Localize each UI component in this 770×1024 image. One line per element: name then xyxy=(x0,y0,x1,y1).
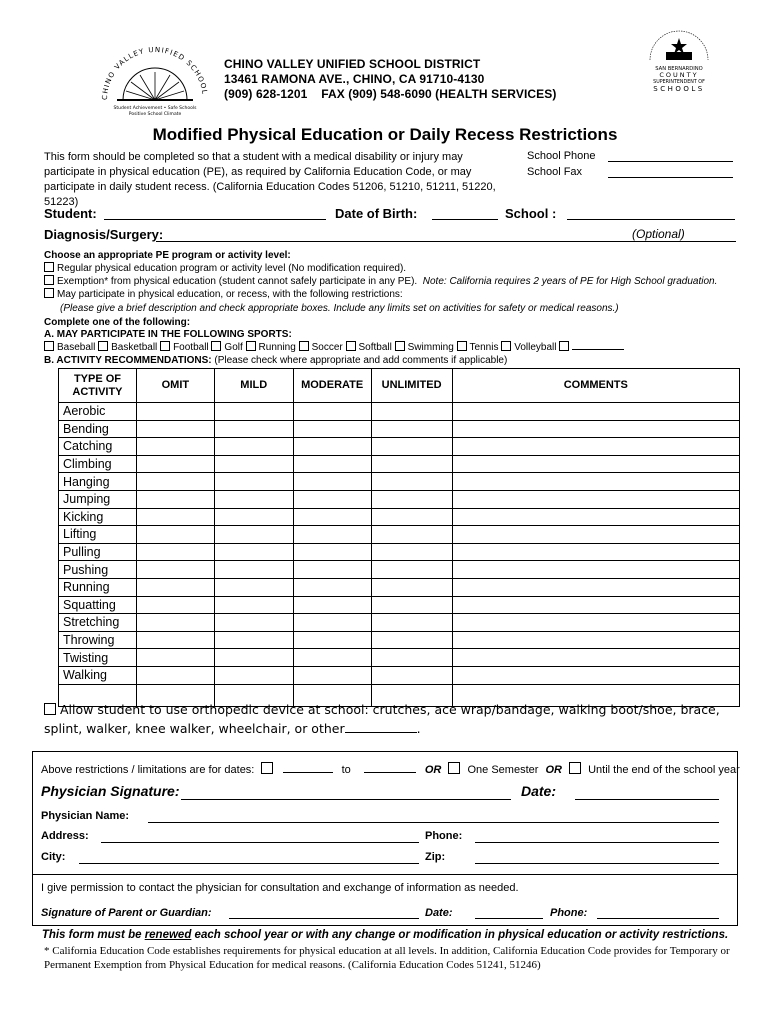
comments-cell[interactable] xyxy=(452,561,739,579)
district-logo xyxy=(95,42,215,120)
omit-cell[interactable] xyxy=(136,420,214,438)
omit-cell[interactable] xyxy=(136,666,214,684)
city-field[interactable] xyxy=(79,863,419,864)
unlimited-cell[interactable] xyxy=(371,455,452,473)
moderate-cell[interactable] xyxy=(293,614,371,632)
mild-cell[interactable] xyxy=(214,666,293,684)
checkbox[interactable] xyxy=(44,275,54,285)
option-exemption[interactable]: Exemption* from physical education (student cannot safely participate in any PE). Note: California requires 2 years of PE for High School graduation. xyxy=(44,275,717,288)
table-row xyxy=(59,649,740,667)
table-row xyxy=(59,420,740,438)
dob-field[interactable] xyxy=(432,219,498,220)
parent-date-label: Date: xyxy=(425,907,453,919)
comments-cell[interactable] xyxy=(452,596,739,614)
sport-golf[interactable]: Golf xyxy=(211,342,242,353)
unlimited-cell[interactable] xyxy=(371,649,452,667)
moderate-cell[interactable] xyxy=(293,596,371,614)
sport-softball[interactable]: Softball xyxy=(346,342,392,353)
checkbox[interactable] xyxy=(44,262,54,272)
activity-name: Stretching xyxy=(59,614,137,632)
unlimited-cell[interactable] xyxy=(371,420,452,438)
student-label: Student: xyxy=(44,206,97,221)
omit-cell[interactable] xyxy=(136,508,214,526)
parent-date-field[interactable] xyxy=(475,918,543,919)
permission-text: I give permission to contact the physician for consultation and exchange of information as needed. xyxy=(41,882,519,894)
comments-cell[interactable] xyxy=(452,420,739,438)
moderate-cell[interactable] xyxy=(293,438,371,456)
diagnosis-field[interactable] xyxy=(156,241,736,242)
physician-name-field[interactable] xyxy=(148,822,719,823)
omit-cell[interactable] xyxy=(136,455,214,473)
table-row xyxy=(59,543,740,561)
activity-name: Aerobic xyxy=(59,403,137,421)
activity-name: Walking xyxy=(59,666,137,684)
phone-label: Phone: xyxy=(425,830,463,842)
mild-cell[interactable] xyxy=(214,596,293,614)
county-logo xyxy=(640,30,718,100)
sport-other[interactable] xyxy=(559,342,624,353)
parent-signature-field[interactable] xyxy=(229,918,419,919)
svg-text:COUNTY: COUNTY xyxy=(659,71,699,79)
mild-cell[interactable] xyxy=(214,614,293,632)
comments-cell[interactable] xyxy=(452,403,739,421)
mild-cell[interactable] xyxy=(214,455,293,473)
moderate-cell[interactable] xyxy=(293,508,371,526)
activity-name: Throwing xyxy=(59,631,137,649)
activity-table xyxy=(58,368,740,707)
mild-cell[interactable] xyxy=(214,631,293,649)
school-fax-field[interactable] xyxy=(608,177,733,178)
phone-field[interactable] xyxy=(475,842,719,843)
comments-cell[interactable] xyxy=(452,473,739,491)
option-regular[interactable]: Regular physical education program or activity level (No modification required). xyxy=(44,262,406,275)
mild-cell[interactable] xyxy=(214,543,293,561)
comments-cell[interactable] xyxy=(452,614,739,632)
physician-box xyxy=(32,751,738,875)
col-type: TYPE OF ACTIVITY xyxy=(59,369,137,403)
comments-cell[interactable] xyxy=(452,526,739,544)
date-to-field[interactable] xyxy=(364,772,416,773)
complete-heading: Complete one of the following: xyxy=(44,317,191,328)
school-label: School : xyxy=(505,206,557,221)
sport-soccer[interactable]: Soccer xyxy=(299,342,343,353)
sport-football[interactable]: Football xyxy=(160,342,209,353)
parent-box xyxy=(32,874,738,926)
district-header xyxy=(224,57,556,102)
activity-name: Lifting xyxy=(59,526,137,544)
unlimited-cell[interactable] xyxy=(371,631,452,649)
omit-cell[interactable] xyxy=(136,614,214,632)
activity-name: Hanging xyxy=(59,473,137,491)
activity-name: Bending xyxy=(59,420,137,438)
moderate-cell[interactable] xyxy=(293,543,371,561)
unlimited-cell[interactable] xyxy=(371,508,452,526)
checkbox[interactable] xyxy=(44,703,56,715)
comments-cell[interactable] xyxy=(452,578,739,596)
table-row xyxy=(59,614,740,632)
svg-text:Student Achievement • Safe Sch: Student Achievement • Safe Schools xyxy=(113,106,197,111)
district-phone: (909) 628-1201 xyxy=(224,87,308,101)
table-row xyxy=(59,666,740,684)
city-label: City: xyxy=(41,851,66,863)
option-participate[interactable]: May participate in physical education, or recess, with the following restrictions: xyxy=(44,288,403,301)
participate-note: (Please give a brief description and check appropriate boxes. Include any limits set on activities for safety or medical reasons.) xyxy=(60,303,619,314)
unlimited-cell[interactable] xyxy=(371,473,452,491)
omit-cell[interactable] xyxy=(136,490,214,508)
unlimited-cell[interactable] xyxy=(371,438,452,456)
omit-cell[interactable] xyxy=(136,526,214,544)
moderate-cell[interactable] xyxy=(293,649,371,667)
col-omit: OMIT xyxy=(136,369,214,403)
omit-cell[interactable] xyxy=(136,596,214,614)
svg-text:SCHOOLS: SCHOOLS xyxy=(653,85,705,93)
moderate-cell[interactable] xyxy=(293,561,371,579)
moderate-cell[interactable] xyxy=(293,455,371,473)
parent-signature-label: Signature of Parent or Guardian: xyxy=(41,907,212,919)
unlimited-cell[interactable] xyxy=(371,403,452,421)
section-a-heading: A. MAY PARTICIPATE IN THE FOLLOWING SPORTS: xyxy=(44,329,292,340)
sport-volleyball[interactable]: Volleyball xyxy=(501,342,556,353)
sports-list xyxy=(44,341,624,354)
comments-cell[interactable] xyxy=(452,666,739,684)
physician-date-label: Date: xyxy=(521,783,557,799)
student-field[interactable] xyxy=(104,219,326,220)
col-unlimited: UNLIMITED xyxy=(371,369,452,403)
physician-date-field[interactable] xyxy=(575,799,719,800)
table-row xyxy=(59,596,740,614)
moderate-cell[interactable] xyxy=(293,403,371,421)
activity-name: Climbing xyxy=(59,455,137,473)
svg-text:Positive School Climate: Positive School Climate xyxy=(128,112,182,117)
mild-cell[interactable] xyxy=(214,561,293,579)
svg-text:SAN BERNARDINO: SAN BERNARDINO xyxy=(655,66,703,72)
address-field[interactable] xyxy=(101,842,419,843)
other-device-field[interactable] xyxy=(345,732,417,733)
zip-field[interactable] xyxy=(475,863,719,864)
moderate-cell[interactable] xyxy=(293,666,371,684)
checkbox[interactable] xyxy=(44,288,54,298)
omit-cell[interactable] xyxy=(136,473,214,491)
end-year-checkbox[interactable] xyxy=(569,762,581,774)
col-comments: COMMENTS xyxy=(452,369,739,403)
physician-signature-field[interactable] xyxy=(181,799,511,800)
table-row xyxy=(59,508,740,526)
omit-cell[interactable] xyxy=(136,631,214,649)
table-row xyxy=(59,578,740,596)
table-header-row xyxy=(59,369,740,403)
unlimited-cell[interactable] xyxy=(371,543,452,561)
renew-notice: This form must be renewed each school year or with any change or modification in physical education or activity restrictions. xyxy=(41,929,729,941)
mild-cell[interactable] xyxy=(214,508,293,526)
activity-name: Squatting xyxy=(59,596,137,614)
parent-phone-field[interactable] xyxy=(597,918,719,919)
omit-cell[interactable] xyxy=(136,578,214,596)
section-b-heading: B. ACTIVITY RECOMMENDATIONS: (Please check where appropriate and add comments if applicable) xyxy=(44,355,508,366)
mild-cell[interactable] xyxy=(214,526,293,544)
table-row xyxy=(59,526,740,544)
parent-phone-label: Phone: xyxy=(550,907,588,919)
unlimited-cell[interactable] xyxy=(371,666,452,684)
mild-cell[interactable] xyxy=(214,649,293,667)
svg-text:SUPERINTENDENT OF: SUPERINTENDENT OF xyxy=(653,80,705,85)
comments-cell[interactable] xyxy=(452,490,739,508)
sport-tennis[interactable]: Tennis xyxy=(457,342,499,353)
table-row xyxy=(59,490,740,508)
diagnosis-label: Diagnosis/Surgery: xyxy=(44,227,164,242)
activity-name: Pushing xyxy=(59,561,137,579)
physician-signature-label: Physician Signature: xyxy=(41,783,180,799)
optional-label: (Optional) xyxy=(632,227,685,241)
sport-baseball[interactable]: Baseball xyxy=(44,342,95,353)
table-row xyxy=(59,631,740,649)
school-field[interactable] xyxy=(567,219,735,220)
unlimited-cell[interactable] xyxy=(371,561,452,579)
omit-cell[interactable] xyxy=(136,649,214,667)
activity-name: Kicking xyxy=(59,508,137,526)
omit-cell[interactable] xyxy=(136,403,214,421)
moderate-cell[interactable] xyxy=(293,526,371,544)
svg-text:CHINO VALLEY UNIFIED SCHOOL DI: CHINO VALLEY UNIFIED SCHOOL xyxy=(100,45,209,101)
comments-cell[interactable] xyxy=(452,455,739,473)
moderate-cell[interactable] xyxy=(293,490,371,508)
unlimited-cell[interactable] xyxy=(371,490,452,508)
moderate-cell[interactable] xyxy=(293,631,371,649)
orthopedic-option[interactable]: Allow student to use orthopedic device at school: crutches, ace wrap/bandage, walking boot/shoe, brace, splint, walker, knee walker, wheelchair, or other . xyxy=(44,702,720,736)
zip-label: Zip: xyxy=(425,851,446,863)
mild-cell[interactable] xyxy=(214,403,293,421)
table-row xyxy=(59,438,740,456)
physician-name-label: Physician Name: xyxy=(41,810,130,822)
footnote: * California Education Code establishes requirements for physical education at all levels. In addition, California Education Code provides for Temporary or Permanent Exemption from Physical Education for medical reasons. (California Education Codes 51241, 51246) xyxy=(44,945,730,971)
mild-cell[interactable] xyxy=(214,438,293,456)
activity-name: Twisting xyxy=(59,649,137,667)
omit-cell[interactable] xyxy=(136,543,214,561)
comments-cell[interactable] xyxy=(452,508,739,526)
date-from-field[interactable] xyxy=(283,772,333,773)
mild-cell[interactable] xyxy=(214,420,293,438)
district-address: 13461 RAMONA AVE., CHINO, CA 91710-4130 xyxy=(224,72,485,86)
table-row xyxy=(59,403,740,421)
school-phone-label: School Phone xyxy=(527,150,596,162)
sport-running[interactable]: Running xyxy=(246,342,296,353)
unlimited-cell[interactable] xyxy=(371,596,452,614)
district-name: CHINO VALLEY UNIFIED SCHOOL DISTRICT xyxy=(224,57,481,71)
moderate-cell[interactable] xyxy=(293,420,371,438)
table-row xyxy=(59,455,740,473)
school-fax-label: School Fax xyxy=(527,166,583,178)
omit-cell[interactable] xyxy=(136,561,214,579)
unlimited-cell[interactable] xyxy=(371,578,452,596)
school-phone-field[interactable] xyxy=(608,161,733,162)
col-moderate: MODERATE xyxy=(293,369,371,403)
comments-cell[interactable] xyxy=(452,631,739,649)
choose-heading: Choose an appropriate PE program or activity level: xyxy=(44,250,291,261)
activity-rows xyxy=(59,403,740,707)
address-label: Address: xyxy=(41,830,89,842)
activity-name: Pulling xyxy=(59,543,137,561)
dob-label: Date of Birth: xyxy=(335,206,418,221)
omit-cell[interactable] xyxy=(136,438,214,456)
mild-cell[interactable] xyxy=(214,473,293,491)
dates-checkbox[interactable] xyxy=(261,762,273,774)
activity-name: Running xyxy=(59,578,137,596)
moderate-cell[interactable] xyxy=(293,578,371,596)
table-row xyxy=(59,561,740,579)
comments-cell[interactable] xyxy=(452,438,739,456)
comments-cell[interactable] xyxy=(452,649,739,667)
unlimited-cell[interactable] xyxy=(371,614,452,632)
unlimited-cell[interactable] xyxy=(371,526,452,544)
mild-cell[interactable] xyxy=(214,490,293,508)
sport-basketball[interactable]: Basketball xyxy=(98,342,157,353)
activity-name: Jumping xyxy=(59,490,137,508)
sport-swimming[interactable]: Swimming xyxy=(395,342,454,353)
moderate-cell[interactable] xyxy=(293,473,371,491)
comments-cell[interactable] xyxy=(452,543,739,561)
mild-cell[interactable] xyxy=(214,578,293,596)
form-title: Modified Physical Education or Daily Recess Restrictions xyxy=(152,125,618,144)
col-mild: MILD xyxy=(214,369,293,403)
district-fax: FAX (909) 548-6090 (HEALTH SERVICES) xyxy=(321,87,557,101)
activity-name: Catching xyxy=(59,438,137,456)
table-row xyxy=(59,473,740,491)
intro-text: This form should be completed so that a student with a medical disability or injury may participate in physical education (PE), as required by California Education Code, or may participate in daily student recess. (California Education Codes 51206, 51210, 51211, 51220, 51223) xyxy=(44,151,496,208)
semester-checkbox[interactable] xyxy=(448,762,460,774)
dates-row: Above restrictions / limitations are for dates: to OR One Semester OR Until the end of the school year xyxy=(41,764,740,776)
